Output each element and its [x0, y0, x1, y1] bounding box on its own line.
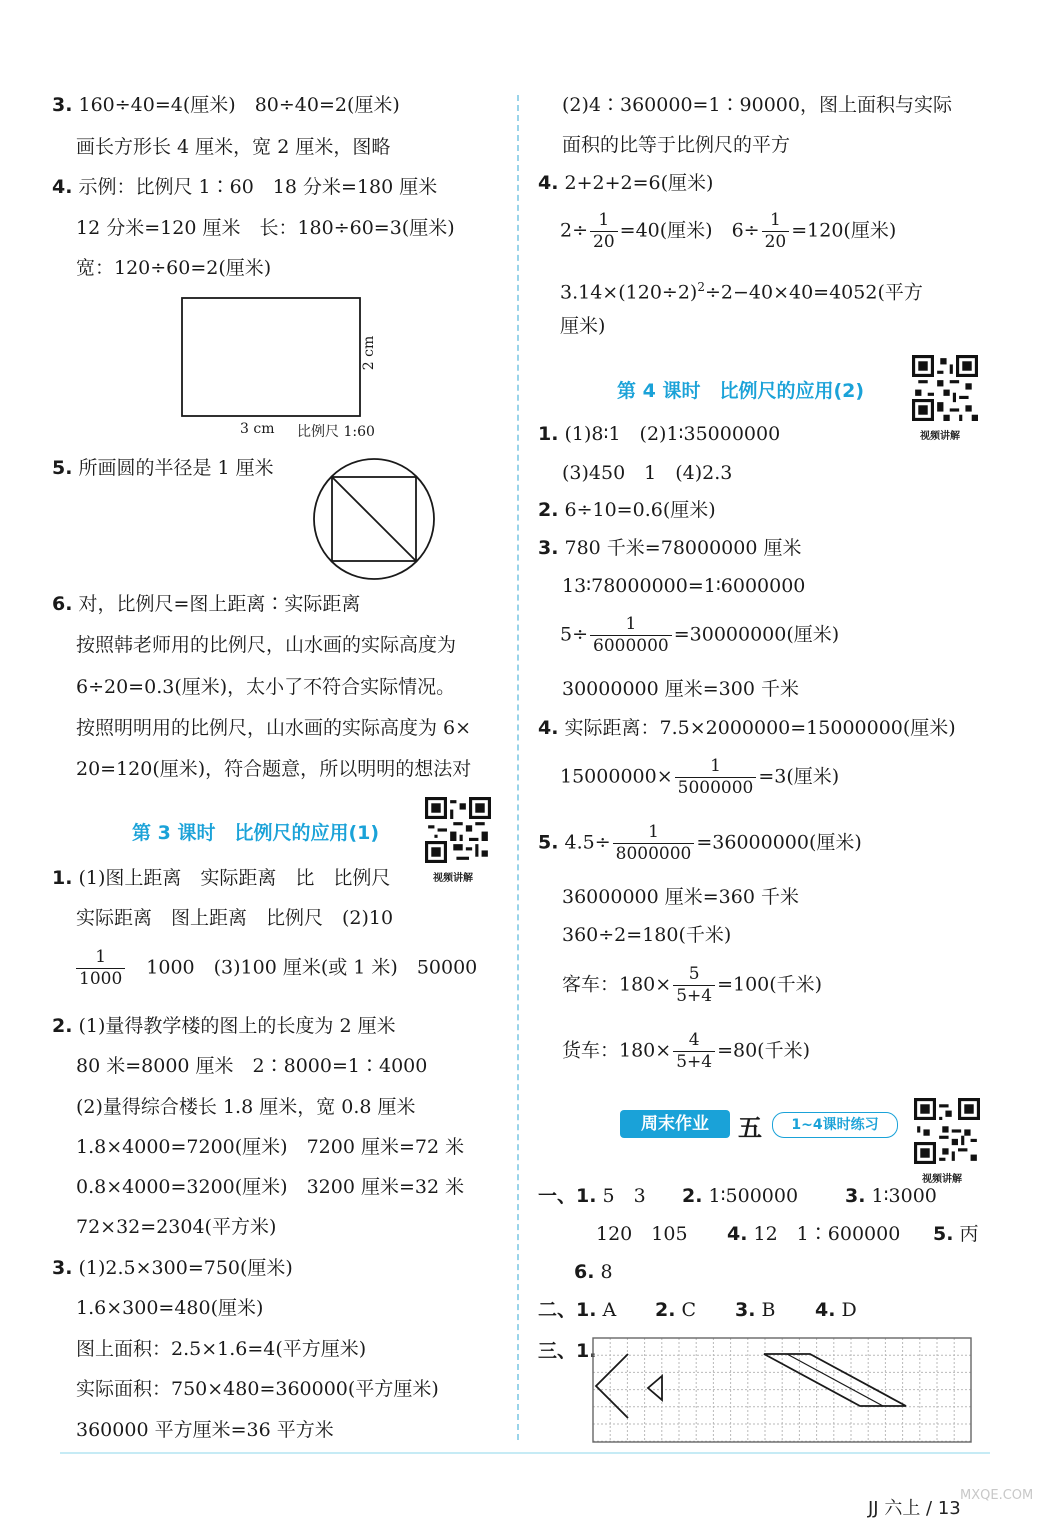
answer-line: (2)量得综合楼长 1.8 厘米，宽 0.8 厘米 [76, 1096, 416, 1118]
wk-answer-2-4: 4. D [815, 1299, 857, 1321]
q-number: 5. [538, 831, 559, 854]
q-number: 2. [655, 1299, 676, 1321]
bottom-rule [60, 1452, 990, 1454]
q-number: 6. [574, 1261, 595, 1283]
answer-text: 6÷10=0.6(厘米) [564, 499, 716, 521]
q-number: 2. [538, 499, 559, 521]
q-number: 4. [538, 717, 559, 739]
qr-code-icon[interactable] [914, 1098, 980, 1164]
answer-text: 所画圆的半径是 1 厘米 [78, 457, 274, 479]
fraction: $\frac{1}{20}$ [762, 210, 790, 253]
s3-answer-2 [52, 1013, 396, 1039]
fraction: $\frac{1}{1000}$ [76, 947, 125, 990]
q-number: 4. [815, 1299, 836, 1321]
wk-section-1-row-1: 一、1. 5 3 [538, 1185, 646, 1207]
q-number: 2. [52, 1015, 73, 1037]
watermark: MXQE.COM [960, 1488, 1034, 1503]
answer-line: 面积的比等于比例尺的平方 [562, 134, 791, 156]
answer-text: 160÷40=4(厘米) 80÷40=2(厘米) [78, 94, 400, 116]
rect-bottom-label: 3 cm [240, 421, 275, 437]
answer-line-fraction [74, 947, 477, 990]
answer-text: 示例：比例尺 1∶60 18 分米=180 厘米 [78, 176, 438, 198]
qr-caption: 视频讲解 [922, 1174, 962, 1185]
answer-5 [52, 455, 274, 481]
section-label: 二、1. [538, 1299, 597, 1321]
q-number: 3. [538, 537, 559, 559]
answer-line: 0.8×4000=3200(厘米) 3200 厘米=32 米 [76, 1176, 465, 1198]
answer-line: 厘米) [560, 315, 606, 337]
section-label: 三、1. [538, 1340, 597, 1362]
s3-answer-1 [52, 865, 390, 891]
fraction: $\frac{4}{5+4}$ [673, 1030, 715, 1073]
answer-line-fraction: 货车：180× $\frac{4}{5+4}$ =80(千米) [562, 1030, 811, 1072]
weekend-number: 五 [738, 1114, 762, 1142]
answer-line-fraction: 2÷ $\frac{1}{20}$ =40(厘米) 6÷ $\frac{1}{20}$ =120(厘米) [560, 210, 897, 252]
answer-text: (1)图上距离 实际距离 比 比例尺 [78, 867, 391, 889]
answer-line-fraction: 5÷ $\frac{1}{6000000}$ =30000000(厘米) [560, 614, 840, 656]
answer-line: 图上面积：2.5×1.6=4(平方厘米) [76, 1338, 367, 1360]
answer-line: 按照明明用的比例尺，山水画的实际高度为 6× [76, 717, 472, 739]
wk-answer-2-3: 3. B [735, 1299, 776, 1321]
fraction: $\frac{1}{20}$ [590, 210, 618, 253]
s4-answer-4 [538, 715, 956, 741]
answer-text: 1000 (3)100 厘米(或 1 米) 50000 [127, 956, 478, 979]
weekend-homework-badge: 周末作业 [620, 1110, 730, 1138]
answer-line: (2)4∶360000=1∶90000，图上面积与实际 [562, 94, 952, 116]
answer-4-right [538, 170, 713, 196]
fraction: $\frac{1}{8000000}$ [613, 822, 695, 865]
wk-section-3 [538, 1338, 596, 1364]
answer-3 [52, 92, 400, 118]
wk-answer-1-6: 6. 8 [574, 1261, 613, 1283]
answer-line: 画长方形长 4 厘米，宽 2 厘米，图略 [76, 136, 391, 158]
answer-line: (3)450 1 (4)2.3 [562, 462, 733, 484]
superscript: 2 [697, 280, 705, 294]
answer-line: 360÷2=180(千米) [562, 924, 732, 946]
q-number: 3. [52, 94, 73, 116]
answer-line: 12 分米=120 厘米 长：180÷60=3(厘米) [76, 217, 455, 239]
q-number: 1. [52, 867, 73, 889]
rect-side-label: 2 cm [361, 335, 378, 371]
wk-answer-1-5: 5. 丙 [933, 1223, 979, 1245]
answer-4 [52, 174, 437, 200]
answer-line: 80 米=8000 厘米 2∶8000=1∶4000 [76, 1055, 428, 1077]
answer-text: (1)8∶1 (2)1∶35000000 [564, 423, 781, 445]
answer-line: 实际距离 图上距离 比例尺 (2)10 [76, 907, 394, 929]
q-number: 1. [538, 423, 559, 445]
q-number: 5. [52, 457, 73, 479]
answer-text: 实际距离：7.5×2000000=15000000(厘米) [564, 717, 956, 739]
wk-answer-1-4: 4. 12 1∶600000 [727, 1223, 901, 1245]
answer-line-fraction: 15000000× $\frac{1}{5000000}$ =3(厘米) [560, 756, 840, 798]
q-number: 6. [52, 593, 73, 615]
q-number: 3. [845, 1185, 866, 1207]
weekend-subtitle: 1~4课时练习 [772, 1112, 898, 1138]
section-label: 一、1. [538, 1185, 597, 1207]
answer-line: 13∶78000000=1∶6000000 [562, 575, 806, 597]
q-number: 5. [933, 1223, 954, 1245]
answer-line: 按照韩老师用的比例尺，山水画的实际高度为 [76, 634, 457, 656]
answer-line: 72×32=2304(平方米) [76, 1216, 277, 1238]
q-number: 3. [735, 1299, 756, 1321]
answer-6 [52, 591, 360, 617]
wk-answer-1-3: 3. 1∶3000 [845, 1185, 937, 1207]
fraction: $\frac{5}{5+4}$ [673, 964, 715, 1007]
answer-line: $3.14\times(120\div 2)^2\div 2-40\times 40=4052$(平方 [560, 280, 923, 304]
answer-line: 宽：120÷60=2(厘米) [76, 257, 272, 279]
answer-text: 2+2+2=6(厘米) [564, 172, 714, 194]
answer-line: 6÷20=0.3(厘米)，太小了不符合实际情况。 [76, 676, 456, 698]
answer-line: 30000000 厘米=300 千米 [562, 678, 799, 700]
fraction: $\frac{1}{5000000}$ [675, 756, 757, 799]
qr-caption: 视频讲解 [433, 873, 473, 884]
rect-scale-label: 比例尺 1:60 [297, 424, 375, 440]
fraction: $\frac{1}{6000000}$ [590, 614, 672, 657]
answer-line: 36000000 厘米=360 千米 [562, 886, 799, 908]
column-divider [517, 95, 519, 1440]
answer-line: 120 105 [596, 1223, 688, 1245]
s4-answer-3 [538, 535, 801, 561]
grid-figure [592, 1336, 974, 1444]
qr-code-icon[interactable] [912, 355, 978, 421]
page-number: JJ 六上 / 13 [868, 1498, 961, 1519]
answer-line: 1.6×300=480(厘米) [76, 1297, 264, 1319]
answer-text: (1)量得教学楼的图上的长度为 2 厘米 [78, 1015, 396, 1037]
answer-text: 780 千米=78000000 厘米 [564, 537, 802, 559]
section-title-lesson-3: 第 3 课时 比例尺的应用(1) [132, 822, 380, 844]
s4-answer-5: 5. 4.5÷ $\frac{1}{8000000}$ =36000000(厘米) [538, 822, 862, 864]
q-number: 3. [52, 1257, 73, 1279]
answer-line: 360000 平方厘米=36 平方米 [76, 1419, 334, 1441]
s4-answer-1 [538, 421, 780, 447]
qr-code-icon[interactable] [425, 797, 491, 863]
section-title-lesson-4: 第 4 课时 比例尺的应用(2) [617, 380, 865, 402]
qr-caption: 视频讲解 [920, 431, 960, 442]
q-number: 4. [538, 172, 559, 194]
s4-answer-2 [538, 497, 716, 523]
answer-line: 20=120(厘米)，符合题意，所以明明的想法对 [76, 758, 472, 780]
wk-answer-2-2: 2. C [655, 1299, 697, 1321]
q-number: 2. [682, 1185, 703, 1207]
answer-line: 实际面积：750×480=360000(平方厘米) [76, 1378, 439, 1400]
answer-line: 1.8×4000=7200(厘米) 7200 厘米=72 米 [76, 1136, 465, 1158]
wk-answer-1-2: 2. 1∶500000 [682, 1185, 799, 1207]
circle-square-figure [310, 455, 440, 585]
answer-line-fraction: 客车：180× $\frac{5}{5+4}$ =100(千米) [562, 964, 823, 1006]
wk-section-2: 二、1. A [538, 1299, 617, 1321]
q-number: 4. [727, 1223, 748, 1245]
q-number: 4. [52, 176, 73, 198]
s3-answer-3 [52, 1255, 293, 1281]
answer-text: 对，比例尺=图上距离∶实际距离 [78, 593, 361, 615]
answer-text: (1)2.5×300=750(厘米) [78, 1257, 293, 1279]
